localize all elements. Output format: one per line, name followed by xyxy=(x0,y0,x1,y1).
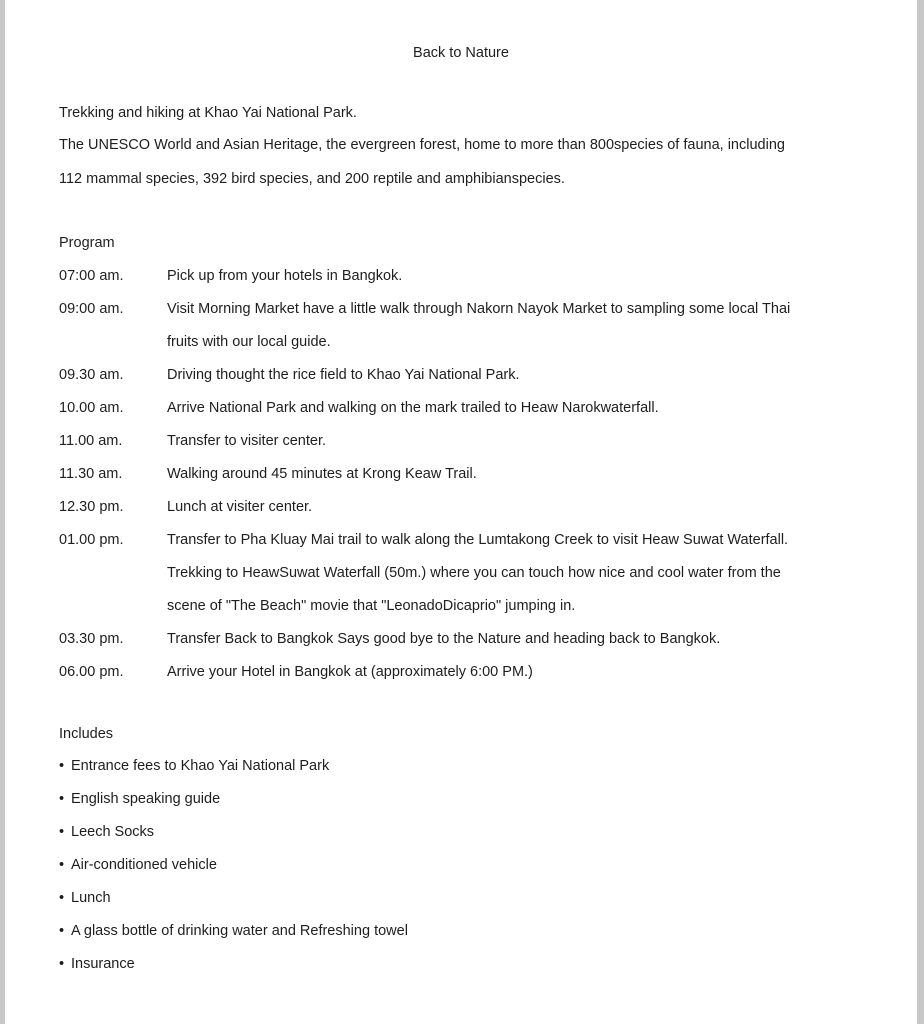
intro-line: The UNESCO World and Asian Heritage, the evergreen forest, home to more than 800species of fauna, including xyxy=(59,137,785,153)
schedule-time: 01.00 pm. xyxy=(59,532,124,548)
bullet-icon: • xyxy=(59,890,65,906)
schedule-time: 06.00 pm. xyxy=(59,664,124,680)
bullet-icon: • xyxy=(59,824,65,840)
schedule-description: Transfer to Pha Kluay Mai trail to walk along the Lumtakong Creek to visit Heaw Suwat Waterfall. Trekking to HeawSuwat Waterfall (50m.) where you can touch how nice and cool water from the scene of "The Beach" movie that "LeonadoDicaprio" jumping in. xyxy=(167,532,789,614)
program-schedule xyxy=(59,260,879,689)
document-page xyxy=(5,0,917,1024)
schedule-row xyxy=(59,359,879,392)
bullet-icon: • xyxy=(59,758,65,774)
schedule-description: Pick up from your hotels in Bangkok. xyxy=(167,268,403,284)
schedule-description: Walking around 45 minutes at Krong Keaw Trail. xyxy=(167,466,477,482)
schedule-row xyxy=(59,623,879,656)
schedule-row xyxy=(59,260,879,293)
schedule-description: Driving thought the rice field to Khao Yai National Park. xyxy=(167,367,520,383)
includes-heading: Includes xyxy=(59,726,114,742)
schedule-time: 10.00 am. xyxy=(59,400,124,416)
intro-paragraph xyxy=(59,128,874,196)
schedule-row xyxy=(59,491,879,524)
schedule-description: Transfer to visiter center. xyxy=(167,433,327,449)
schedule-time: 11.00 am. xyxy=(59,433,123,449)
schedule-row xyxy=(59,392,879,425)
schedule-description: Arrive National Park and walking on the mark trailed to Heaw Narokwaterfall. xyxy=(167,400,659,416)
document-title: Back to Nature xyxy=(413,45,509,61)
schedule-time: 07:00 am. xyxy=(59,268,124,284)
includes-list xyxy=(59,750,408,981)
bullet-icon: • xyxy=(59,791,65,807)
list-item: • Lunch xyxy=(59,882,408,915)
schedule-row xyxy=(59,425,879,458)
schedule-time: 11.30 am. xyxy=(59,466,123,482)
schedule-description: Lunch at visiter center. xyxy=(167,499,313,515)
schedule-row xyxy=(59,293,879,359)
list-item: • Entrance fees to Khao Yai National Park xyxy=(59,750,408,783)
bullet-icon: • xyxy=(59,923,65,939)
schedule-time: 09.30 am. xyxy=(59,367,124,383)
list-item: • Insurance xyxy=(59,948,408,981)
bullet-icon: • xyxy=(59,956,65,972)
schedule-time: 12.30 pm. xyxy=(59,499,124,515)
schedule-time: 03.30 pm. xyxy=(59,631,124,647)
bullet-icon: • xyxy=(59,857,65,873)
schedule-description: Visit Morning Market have a little walk through Nakorn Nayok Market to sampling some local Thai fruits with our local guide. xyxy=(167,301,791,350)
schedule-description: Arrive your Hotel in Bangkok at (approximately 6:00 PM.) xyxy=(167,664,533,680)
list-item: • Air-conditioned vehicle xyxy=(59,849,408,882)
intro-line: 112 mammal species, 392 bird species, and 200 reptile and amphibianspecies. xyxy=(59,171,565,187)
schedule-row xyxy=(59,458,879,491)
program-heading: Program xyxy=(59,235,115,251)
list-item: • English speaking guide xyxy=(59,783,408,816)
list-item: • Leech Socks xyxy=(59,816,408,849)
schedule-time: 09:00 am. xyxy=(59,301,124,317)
list-item: • A glass bottle of drinking water and Refreshing towel xyxy=(59,915,408,948)
schedule-row xyxy=(59,524,879,623)
schedule-description: Transfer Back to Bangkok Says good bye to the Nature and heading back to Bangkok. xyxy=(167,631,721,647)
intro-heading: Trekking and hiking at Khao Yai National Park. xyxy=(59,105,357,121)
schedule-row xyxy=(59,656,879,689)
